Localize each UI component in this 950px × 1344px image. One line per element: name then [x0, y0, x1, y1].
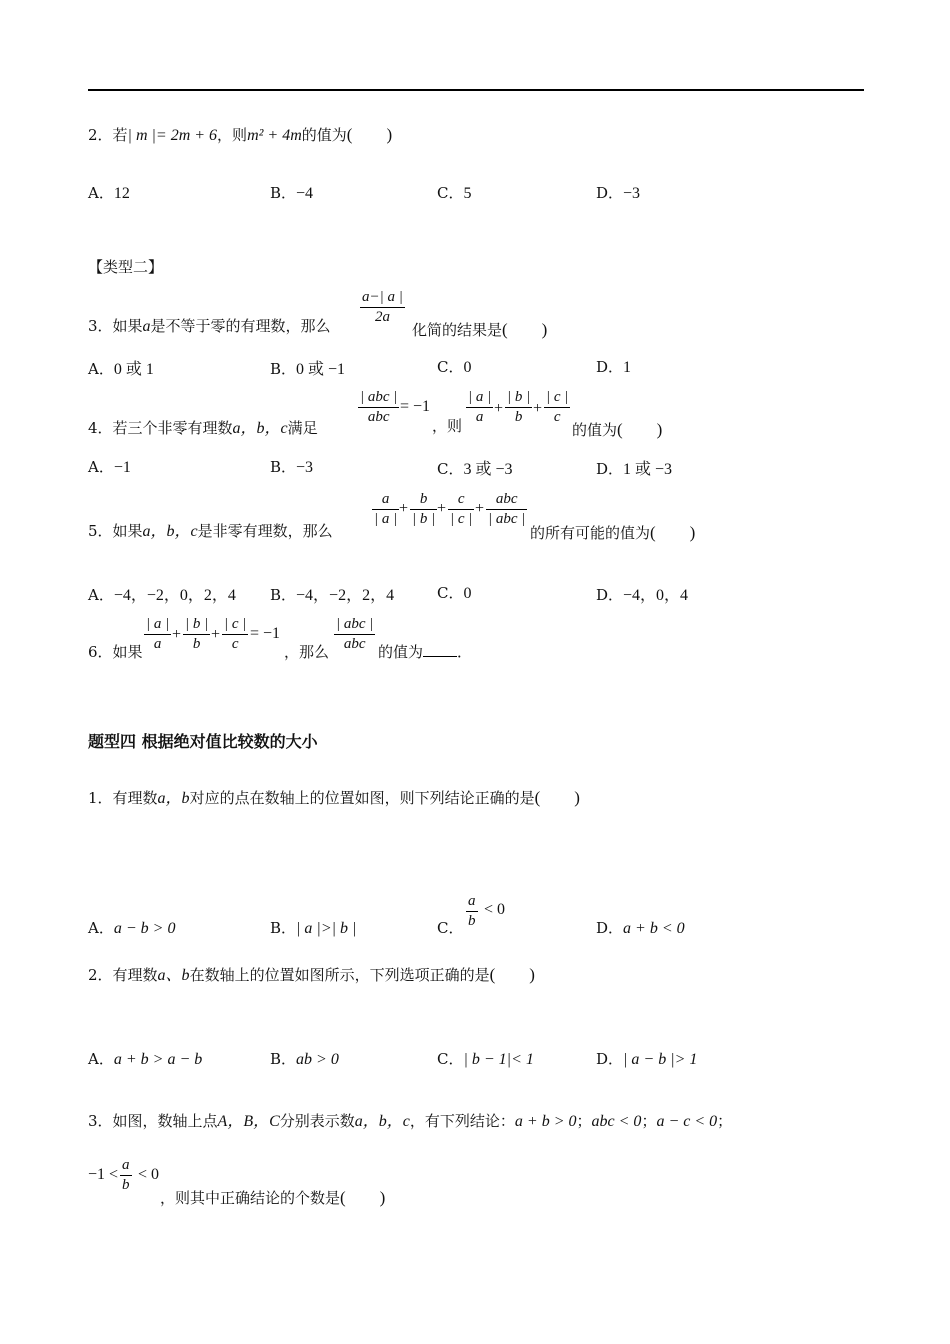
- question-4: [88, 415, 318, 438]
- q5-text: 是非零有理数，那么: [197, 522, 333, 540]
- s4q3-tail-line: ，则其中正确结论的个数是( ): [160, 1188, 386, 1207]
- s4q1-vars: a，b: [157, 790, 190, 807]
- s4q1-option-c-label: C．: [437, 919, 464, 937]
- q2-mid: ，则: [217, 126, 248, 144]
- q4-option-a: A．−1: [88, 458, 131, 476]
- q5-frac-a: $\frac{a}{| a |}$: [374, 491, 398, 527]
- q5-option-b: B．−4，−2，2，4: [270, 586, 395, 604]
- q5-number: 5．如果: [88, 522, 143, 540]
- s4q1-option-b: B．| a |>| b |: [270, 919, 357, 937]
- top-rule: [88, 89, 864, 91]
- q2-answer-paren: ( ): [346, 125, 393, 144]
- q5-frac-c: $\frac{c}{| c |}$: [450, 491, 473, 527]
- q5-option-d: D．−4，0，4: [596, 586, 689, 604]
- s4q1-option-d: D．a + b < 0: [596, 919, 685, 937]
- q6-rhs: = −1: [250, 625, 281, 642]
- q5-vars: a，b，c: [142, 523, 198, 540]
- s4q2-vars: a、b: [157, 967, 190, 984]
- q3-number: 3．如果: [88, 317, 143, 335]
- s4q3-sep-2: ；: [641, 1112, 657, 1130]
- s4q1-option-c-rhs: < 0: [484, 901, 506, 918]
- s4q2-option-d: D．| a − b |> 1: [596, 1050, 698, 1068]
- q3-frac-den: 2a: [374, 309, 390, 325]
- q3-answer-paren: ( ): [502, 320, 548, 339]
- q2-option-a: A．12: [88, 184, 130, 202]
- question-6: [88, 641, 143, 662]
- q6-answer-blank[interactable]: [423, 642, 457, 657]
- q4-text: 满足: [287, 419, 318, 437]
- q5-option-c: C．0: [437, 584, 472, 602]
- q4-frac-c: $\frac{| c |}{c}$: [546, 389, 569, 425]
- s4q3-c4-right: < 0: [138, 1166, 160, 1183]
- s4q2-option-c: C．| b − 1|< 1: [437, 1050, 534, 1068]
- q2-option-b: B．−4: [270, 184, 314, 202]
- q4-frac-b: $\frac{| b |}{b}$: [507, 389, 531, 425]
- s4q3-c4-fraction: $\frac{a}{b}$: [122, 1157, 130, 1193]
- s4q3-text1: 分别表示数: [279, 1112, 355, 1130]
- q4-mid: ，则: [432, 417, 463, 435]
- q5-tail-line: 的所有可能的值为( ): [530, 523, 696, 542]
- q4-plus-1: +: [494, 400, 504, 417]
- q3-option-a: A．0 或 1: [88, 360, 154, 378]
- type-2-title: 【类型二】: [88, 258, 164, 276]
- q4-option-d: D．1 或 −3: [596, 460, 673, 478]
- q4-cond-den: abc: [367, 409, 390, 425]
- q4-option-c: C．3 或 −3: [437, 460, 513, 478]
- s4q3-number: 3．如图，数轴上点: [88, 1112, 218, 1130]
- s4q1-answer-paren: ( ): [534, 788, 580, 807]
- q3-tail-line: [412, 315, 547, 340]
- q4-cond-rhs: = −1: [400, 398, 431, 415]
- question-2: [88, 120, 392, 145]
- q2-option-d: D．−3: [596, 184, 641, 202]
- q6-number: 6．如果: [88, 643, 143, 661]
- q5-option-a: A．−4，−2，0，2，4: [88, 586, 236, 604]
- q6-frac-a: $\frac{| a |}{a}$: [146, 616, 170, 652]
- s4q2-number: 2．有理数: [88, 966, 158, 984]
- s4q1-option-c-fraction: $\frac{a}{b}$: [468, 893, 476, 929]
- q5-frac-b: $\frac{b}{| b |}$: [412, 491, 436, 527]
- q6-frac-abc: | abc | abc: [336, 616, 374, 652]
- q6-tail-line: 的值为 ．: [378, 643, 473, 661]
- q2-option-c: C．5: [437, 184, 472, 202]
- s4q2-option-a: A．a + b > a − b: [88, 1050, 203, 1068]
- q3-option-c: C．0: [437, 358, 472, 376]
- q3-tail: 化简的结果是: [412, 321, 503, 339]
- q5-plus-1: +: [399, 500, 409, 517]
- q6-frac-c: $\frac{| c |}{c}$: [224, 616, 247, 652]
- q3-option-b: B．0 或 −1: [270, 360, 346, 378]
- q4-plus-2: +: [533, 400, 543, 417]
- s4q3-points: A，B，C: [217, 1113, 280, 1130]
- q3-text: 是不等于零的有理数，那么: [150, 317, 331, 335]
- q6-plus-2: +: [211, 626, 221, 643]
- s4q1-option-a: A．a − b > 0: [88, 919, 176, 937]
- q4-vars: a，b，c: [232, 420, 288, 437]
- question-5: [88, 518, 333, 541]
- s4-question-3: [88, 1108, 732, 1131]
- q5-plus-3: +: [475, 500, 485, 517]
- q6-frac-b: $\frac{| b |}{b}$: [185, 616, 209, 652]
- q3-option-d: D．1: [596, 358, 632, 376]
- q3-fraction: [360, 288, 405, 327]
- q2-number: 2．若: [88, 126, 128, 144]
- q2-expression: m² + 4m: [247, 127, 302, 144]
- s4q3-text2: ，有下列结论：: [409, 1112, 515, 1130]
- q4-condition-fraction: [358, 388, 399, 427]
- q2-condition: | m |= 2m + 6: [127, 127, 218, 144]
- q4-cond-num: | abc |: [358, 388, 399, 408]
- q4-number: 4．若三个非零有理数: [88, 419, 233, 437]
- s4q2-answer-paren: ( ): [489, 965, 535, 984]
- s4q3-vars: a，b，c: [354, 1113, 410, 1130]
- s4q3-conclusion-2: abc < 0: [591, 1113, 642, 1130]
- s4-question-1: [88, 783, 580, 808]
- s4q3-c4-left: −1 <: [88, 1166, 119, 1183]
- q4-option-b: B．−3: [270, 458, 314, 476]
- section-4-heading: 题型四 根据绝对值比较数的大小: [88, 732, 318, 751]
- s4-question-2: [88, 960, 535, 985]
- q4-frac-a: $\frac{| a |}{a}$: [468, 389, 492, 425]
- s4q1-number: 1．有理数: [88, 789, 158, 807]
- q6-mid: ，那么: [284, 643, 330, 661]
- s4q3-sep-3: ；: [717, 1112, 733, 1130]
- q6-plus-1: +: [172, 626, 182, 643]
- s4q2-text: 在数轴上的位置如图所示，下列选项正确的是: [189, 966, 490, 984]
- q4-tail-line: 的值为( ): [572, 420, 663, 439]
- s4q1-text: 对应的点在数轴上的位置如图，则下列结论正确的是: [189, 789, 535, 807]
- question-3: [88, 315, 331, 336]
- q3-frac-num: a−| a |: [360, 288, 405, 308]
- q3-var: a: [142, 318, 151, 335]
- s4q3-sep-1: ；: [576, 1112, 592, 1130]
- q2-tail: 的值为: [301, 126, 347, 144]
- s4q3-conclusion-1: a + b > 0: [514, 1113, 577, 1130]
- s4q3-conclusion-3: a − c < 0: [656, 1113, 718, 1130]
- q5-plus-2: +: [437, 500, 447, 517]
- s4q2-option-b: B．ab > 0: [270, 1050, 339, 1068]
- q5-frac-abc: abc | abc |: [488, 491, 526, 527]
